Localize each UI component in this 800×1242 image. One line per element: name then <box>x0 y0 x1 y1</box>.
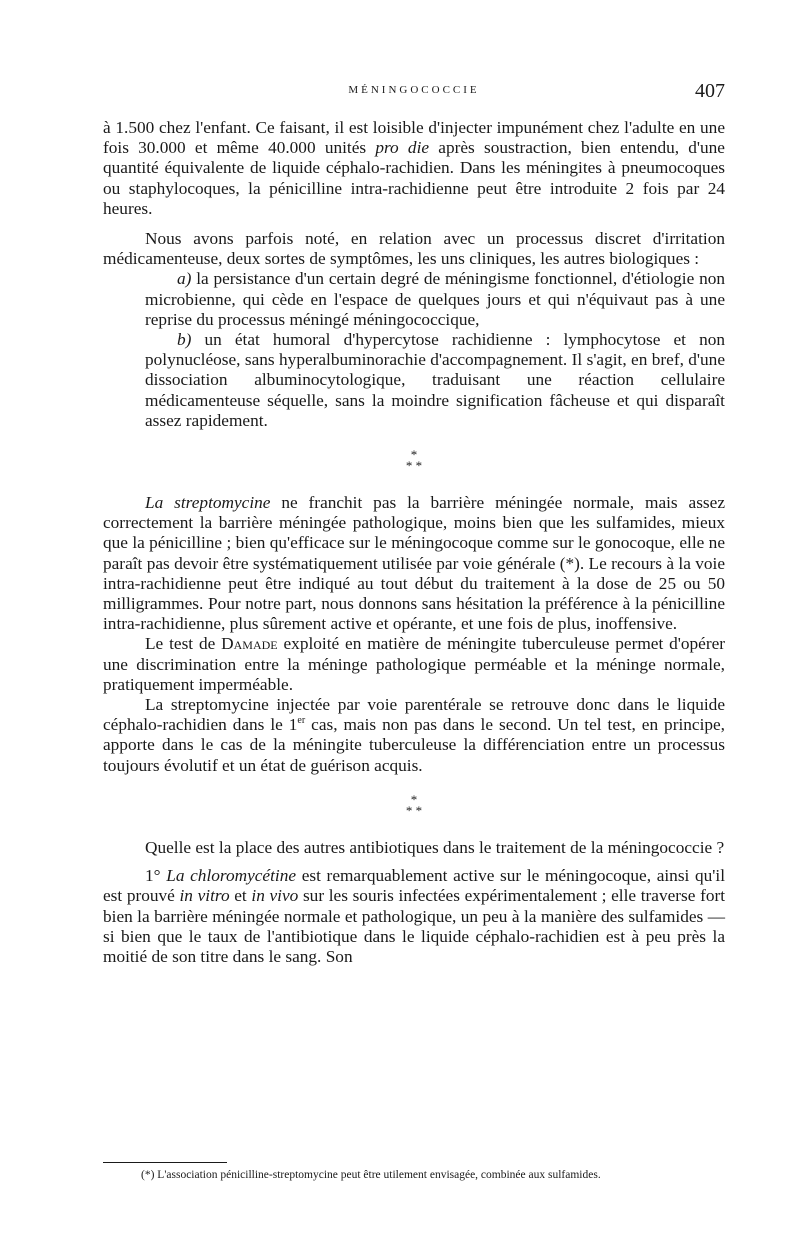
chloromycetine-italic: La chloromycétine <box>166 866 297 886</box>
paragraph-chloromycetine <box>103 866 725 967</box>
in-vitro-italic: in vitro <box>179 886 230 906</box>
item-b-text: un état humoral d'hypercytose rachidienne : lymphocytose et non polynucléose, sans hyperalbuminorachie d'accompagnement. Il s'agit, en bref, d'une dissociation albuminocytologique, traduisant une réaction cellulaire médicamenteuse séquelle, sans la moindre signification fâcheuse et qui disparaît assez rapidement. <box>145 330 725 430</box>
superscript-er: er <box>297 715 306 727</box>
list-item-b <box>103 330 725 431</box>
item-b-label: b) <box>177 330 192 350</box>
damade-lead: Le test de <box>145 634 222 654</box>
in-vivo-italic: in vivo <box>251 886 299 906</box>
paragraph-streptomycine <box>103 493 725 634</box>
paragraph-question: Quelle est la place des autres antibiotiques dans le traitement de la méningococcie ? <box>145 837 725 857</box>
footnote <box>103 1168 725 1182</box>
section-separator-2 <box>103 791 725 818</box>
paragraph-continuation: à 1.500 chez l'enfant. Ce faisant, il est loisible d'injecter impunément chez l'adulte en une fois 30.000 et même 40.000 unités pro die après soustraction, bien entendu, d'une quantité équivalente de liquide céphalo-rachidien. Dans les méningites à pneumocoques ou staphylocoques, la pénicilline intra-rachidienne peut être introduite 2 fois par 24 heures. <box>103 118 725 218</box>
separator-star-bottom: * * <box>405 458 423 474</box>
chloromycetine-text-a: est remarquablement active sur le méningocoque, ainsi qu'il est prouvé <box>103 866 726 906</box>
item-number: 1° <box>145 866 167 886</box>
section-separator-1 <box>103 447 725 474</box>
separator-star-top: * <box>410 447 418 463</box>
paragraph-damade-test <box>103 634 725 695</box>
chloromycetine-text-c: sur les souris infectées expérimentalement ; elle traverse fort bien la barrière méningée normale et pathologique, un peu à la manière des sulfamides — si bien que le taux de l'antibiotique dans le liquide céphalo-rachidien est à peu près la moitié de son titre dans le sang. Son <box>103 886 726 966</box>
author-name-damade: Damade <box>221 634 278 654</box>
page-body <box>103 118 725 967</box>
parenteral-lead: La streptomycine injectée par voie parentérale se retrouve donc dans le liquide céphalo-rachidien dans le 1 <box>103 695 725 735</box>
footnote-text: L'association pénicilline-streptomycine peut être utilement envisagée, combinée aux sulfamides. <box>154 1169 601 1181</box>
item-a-label: a) <box>177 269 192 289</box>
paragraph-parenteral <box>103 695 725 776</box>
list-item-a <box>103 269 725 330</box>
footnote-marker: (*) <box>141 1169 155 1181</box>
damade-text: exploité en matière de méningite tuberculeuse permet d'opérer une discrimination entre la méninge pathologique perméable et la méninge normale, pratiquement imperméable. <box>103 634 725 694</box>
separator-star-bottom: * * <box>405 802 423 818</box>
parenteral-text: cas, mais non pas dans le second. Un tel test, en principe, apporte dans le cas de la méningite tuberculeuse la différenciation entre un processus toujours évolutif et un état de guérison acquis. <box>103 715 725 775</box>
streptomycine-italic: La streptomycine <box>145 493 271 513</box>
paragraph-symptoms-intro: Nous avons parfois noté, en relation avec un processus discret d'irritation médicamenteuse, deux sortes de symptômes, les uns cliniques, les autres biologiques : <box>103 229 725 269</box>
streptomycine-text: ne franchit pas la barrière méningée normale, mais assez correctement la barrière méningée pathologique, moins bien que les sulfamides, mieux que la pénicilline ; bien qu'efficace sur le méningocoque comme sur le gonocoque, elle ne paraît pas devoir être systématiquement utilisée par voie générale (*). Le recours à la voie intra-rachidienne peut être indiqué au tout début du traitement à la dose de 25 ou 50 milligrammes. Pour notre part, nous donnons sans hésitation la préférence à la pénicilline intra-rachidienne, plus sûrement active et opérante, et une fois de plus, inoffensive. <box>103 493 725 634</box>
chloromycetine-text-b: et <box>229 886 252 906</box>
footnote-rule <box>103 1162 227 1163</box>
running-header <box>103 80 725 108</box>
page-number: 407 <box>695 80 725 102</box>
separator-star-top: * <box>410 791 418 807</box>
item-a-text: la persistance d'un certain degré de méningisme fonctionnel, d'étiologie non microbienne, qui cède en l'espace de quelques jours et qui n'équivaut pas à une reprise du processus méningé méningococcique, <box>145 269 725 329</box>
running-title: MÉNINGOCOCCIE <box>348 84 480 96</box>
pro-die-italic: pro die <box>375 138 430 158</box>
